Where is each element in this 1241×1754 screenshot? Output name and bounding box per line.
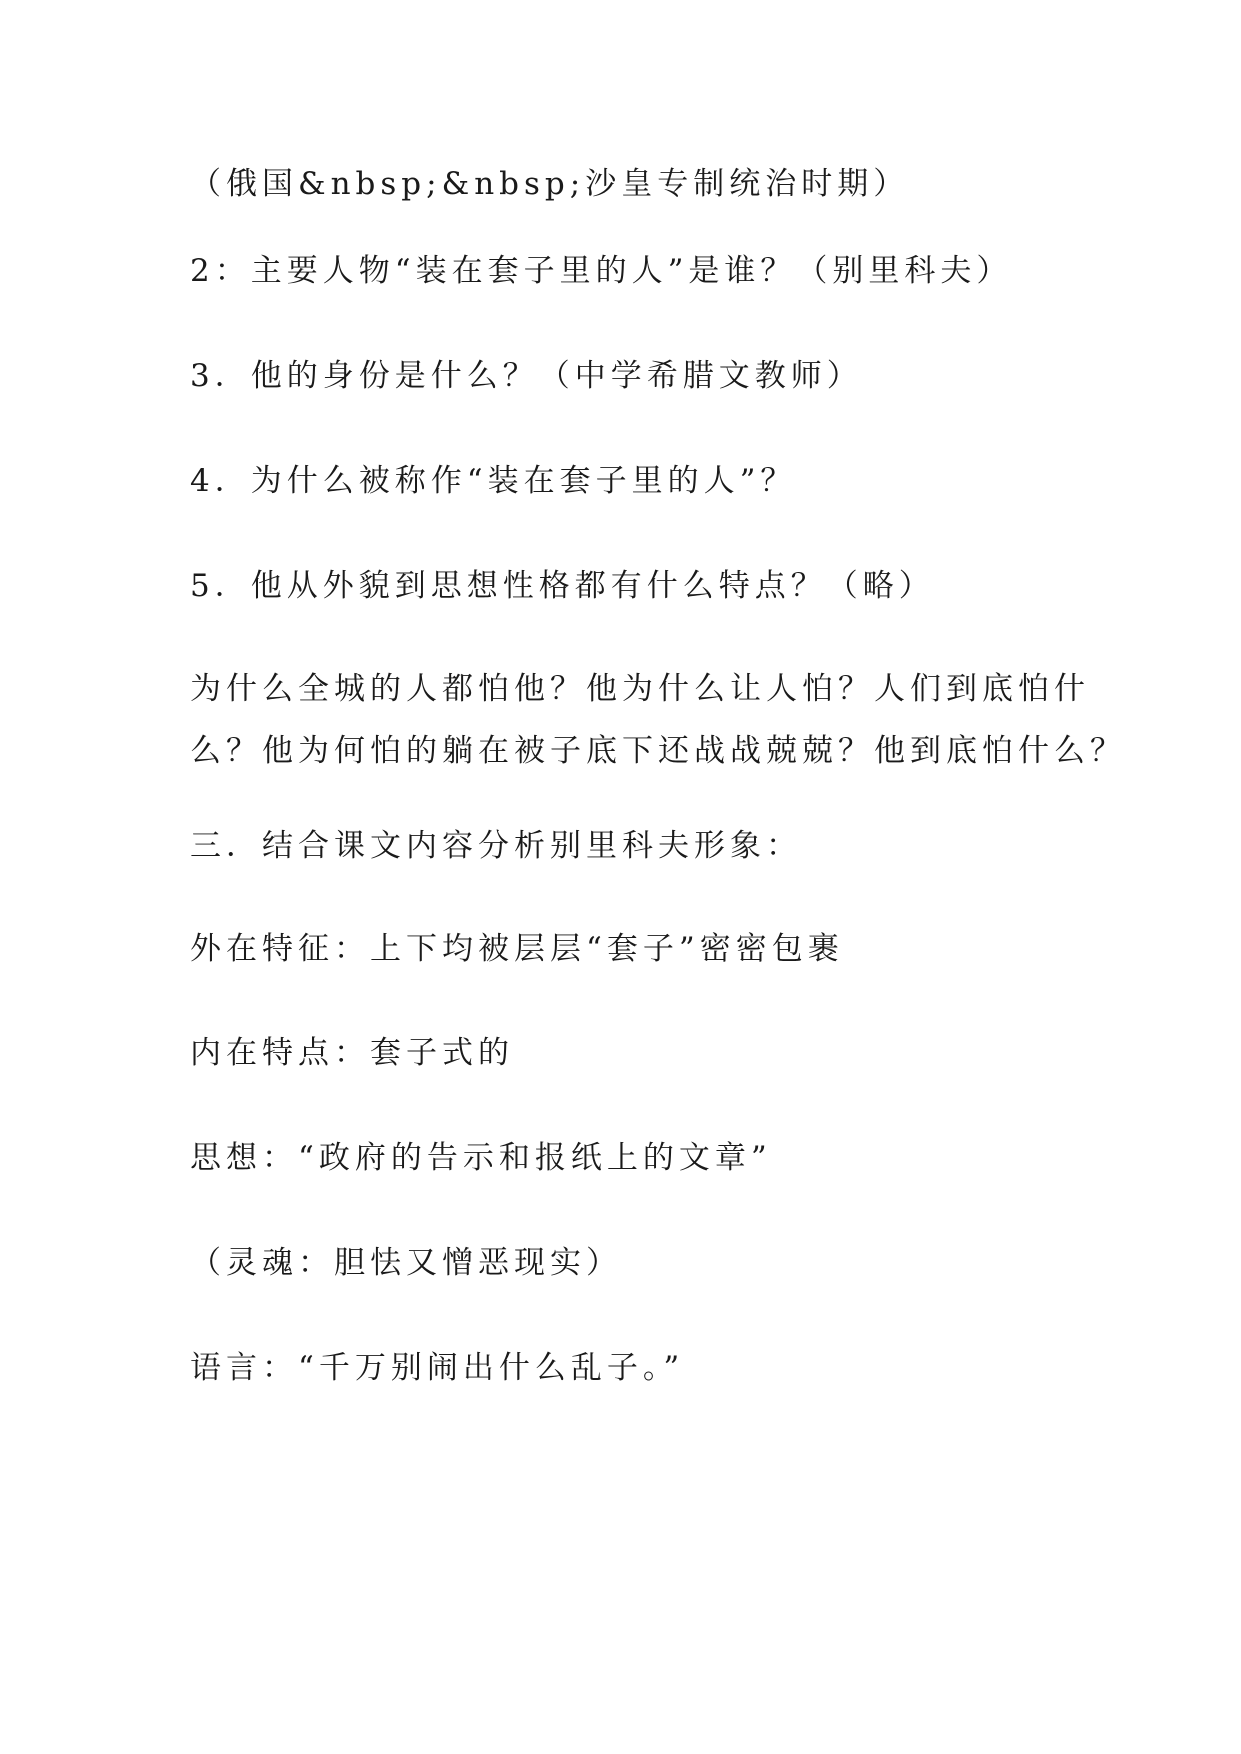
paragraph-fear-line-1: 为什么全城的人都怕他？他为什么让人怕？人们到底怕什 bbox=[190, 671, 1090, 707]
paragraph-era: （俄国&nbsp;&nbsp;沙皇专制统治时期） bbox=[190, 166, 910, 202]
paragraph-question-2: 2：主要人物“装在套子里的人”是谁？（别里科夫） bbox=[190, 253, 1013, 289]
paragraph-language: 语言：“千万别闹出什么乱子。” bbox=[190, 1350, 685, 1386]
section-heading-3: 三．结合课文内容分析别里科夫形象： bbox=[190, 828, 802, 864]
paragraph-fear-line-2: 么？他为何怕的躺在被子底下还战战兢兢？他到底怕什么？ bbox=[190, 733, 1126, 769]
paragraph-question-5: 5．他从外貌到思想性格都有什么特点？（略） bbox=[190, 568, 935, 604]
paragraph-fear-questions bbox=[190, 658, 1126, 782]
paragraph-thought: 思想：“政府的告示和报纸上的文章” bbox=[190, 1140, 772, 1176]
paragraph-external-features: 外在特征：上下均被层层“套子”密密包裹 bbox=[190, 931, 844, 967]
paragraph-soul: （灵魂：胆怯又憎恶现实） bbox=[190, 1245, 622, 1281]
paragraph-internal-features: 内在特点：套子式的 bbox=[190, 1035, 514, 1071]
paragraph-question-4: 4．为什么被称作“装在套子里的人”？ bbox=[190, 463, 797, 499]
paragraph-question-3: 3．他的身份是什么？（中学希腊文教师） bbox=[190, 358, 863, 394]
